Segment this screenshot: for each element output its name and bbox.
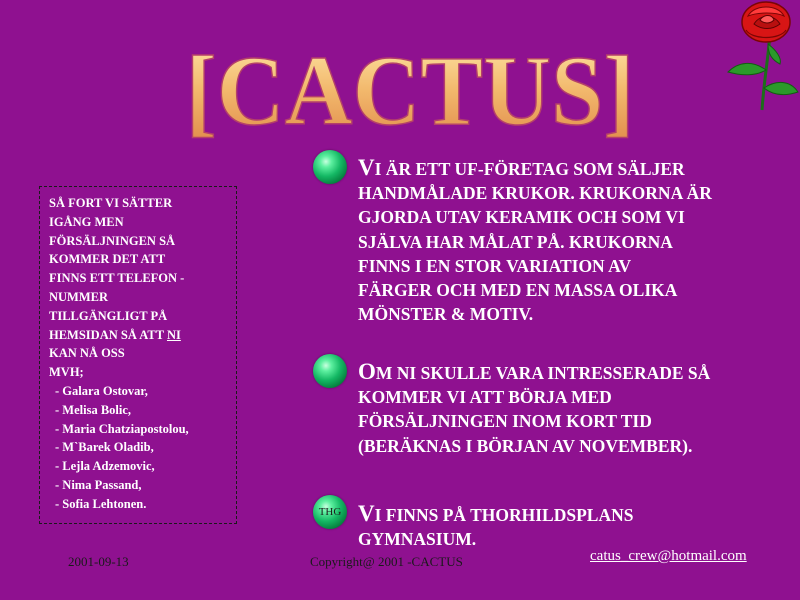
info-line: NUMMER [49,289,109,304]
footer-date: 2001-09-13 [68,554,129,569]
team-member-name: - Melisa Bolic, [55,402,132,417]
info-line-underlined: NI [166,327,181,342]
drop-letter: V [358,155,375,180]
info-line: IGÅNG MEN [49,214,124,229]
green-sphere-bullet-icon [313,150,347,184]
paragraph-text: I FINNS PÅ THORHILDSPLANS [374,505,634,525]
paragraph-line: FÖRSÄLJNINGEN INOM KORT TID [358,411,652,432]
team-member-name: - Galara Ostovar, [55,383,148,398]
info-line [49,326,236,345]
rose-icon [724,0,800,112]
team-member-name: - Nima Passand, [55,477,142,492]
paragraph-line: SJÄLVA HAR MÅLAT PÅ. KRUKORNA [358,231,673,252]
paragraph-line: KOMMER VI ATT BÖRJA MED [358,387,612,408]
bullet-label: THG [318,506,342,518]
site-title: [CACTUS] [185,35,635,146]
title-area [0,0,800,150]
paragraph-text: M NI SKULLE VARA INTRESSERADE SÅ [375,363,711,383]
greeting: MVH; [49,365,84,380]
info-line: SÅ FORT VI SÄTTER [49,196,173,210]
paragraph-interest [358,360,778,458]
title-graphic [0,0,800,150]
footer-copyright: Copyright@ 2001 -CACTUS [310,554,463,569]
drop-letter: V [358,501,375,526]
paragraph-line [358,502,778,527]
paragraph-line: HANDMÅLADE KRUKOR. KRUKORNA ÄR [358,183,712,204]
paragraph-line: FINNS I EN STOR VARIATION AV [358,255,632,276]
paragraph-line [358,360,778,385]
team-member-name: - Lejla Adzemovic, [55,459,155,474]
paragraph-line: (BERÄKNAS I BÖRJAN AV NOVEMBER). [358,435,693,456]
paragraph-line: GYMNASIUM. [358,529,477,550]
paragraph-about [358,156,778,326]
paragraph-line: FÄRGER OCH MED EN MASSA OLIKA [358,280,678,301]
team-member-name: - Maria Chatziapostolou, [55,421,189,436]
paragraph-location [358,502,778,551]
info-line: TILLGÄNGLIGT PÅ [49,308,168,323]
drop-letter: O [358,359,376,384]
info-line: KOMMER DET ATT [49,252,166,267]
green-sphere-bullet-icon [313,354,347,388]
team-member-name: - Sofia Lehtonen. [55,496,147,511]
info-line: FINNS ETT TELEFON - [49,271,185,286]
paragraph-line [358,156,778,181]
contact-info-box [39,186,237,524]
paragraph-line: MÖNSTER & MOTIV. [358,304,534,325]
email-link[interactable]: catus_crew@hotmail.com [590,548,747,564]
info-line: FÖRSÄLJNINGEN SÅ [49,233,176,248]
info-line-prefix: HEMSIDAN SÅ ATT [49,327,167,342]
paragraph-line: GJORDA UTAV KERAMIK OCH SOM VI [358,207,685,228]
team-member-name: - M`Barek Oladib, [55,440,154,455]
paragraph-text: I ÄR ETT UF-FÖRETAG SOM SÄLJER [374,159,685,179]
info-line: KAN NÅ OSS [49,346,125,361]
